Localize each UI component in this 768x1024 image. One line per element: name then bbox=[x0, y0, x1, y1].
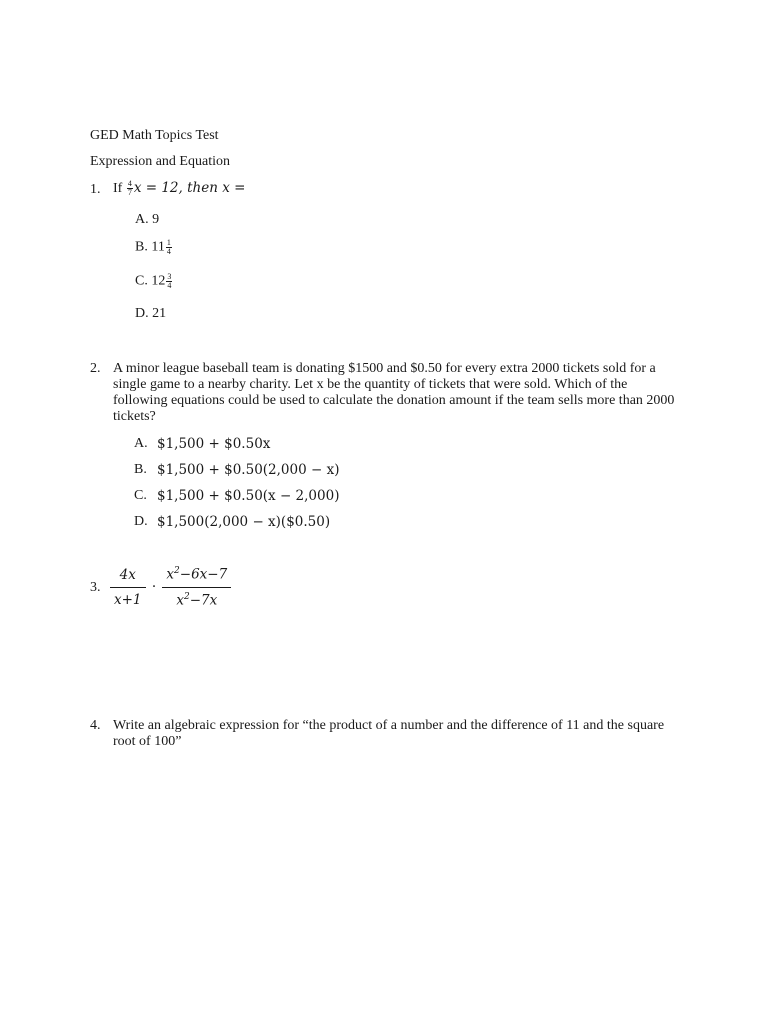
exponent: 2 bbox=[183, 591, 190, 602]
section-heading: Expression and Equation bbox=[90, 154, 230, 169]
term: x bbox=[176, 592, 184, 608]
option-2b-value: $1,500 + $0.50(2,000 − x) bbox=[157, 462, 340, 478]
option-label: A. bbox=[135, 212, 149, 227]
option-label: C. bbox=[135, 273, 148, 289]
question-1-stem bbox=[113, 180, 245, 197]
term: x bbox=[166, 566, 175, 583]
question-3-expression bbox=[110, 566, 231, 608]
option-label: B. bbox=[135, 239, 148, 255]
option-label: B. bbox=[134, 462, 147, 477]
option-label: A. bbox=[134, 436, 148, 451]
option-2d-value: $1,500(2,000 − x)($0.50) bbox=[157, 514, 331, 530]
option-label: D. bbox=[135, 306, 149, 321]
fraction-numerator: 4x bbox=[119, 566, 136, 583]
option-2a-value: $1,500 + $0.50x bbox=[157, 436, 271, 452]
option-2d bbox=[134, 514, 148, 530]
option-value-whole: 11 bbox=[151, 239, 165, 255]
question-number: 3. bbox=[90, 580, 101, 595]
option-label: C. bbox=[134, 488, 147, 503]
fraction-denominator: 4 bbox=[167, 281, 172, 290]
fraction-numerator: 4 bbox=[127, 179, 132, 189]
multiplication-dot: · bbox=[151, 578, 157, 595]
exponent: 2 bbox=[174, 566, 180, 576]
option-label: D. bbox=[134, 514, 148, 529]
fraction-denominator: x+1 bbox=[110, 587, 146, 608]
option-1a bbox=[135, 212, 159, 228]
fraction-1 bbox=[110, 567, 146, 608]
question-1-prefix: If bbox=[113, 181, 123, 196]
mixed-fraction bbox=[166, 273, 172, 290]
question-4-text: Write an algebraic expression for “the product of a number and the difference of 11 and the square root of 100” bbox=[113, 718, 665, 749]
question-2-text: A minor league baseball team is donating $1500 and $0.50 for every extra 2000 tickets sold for a single game to a nearby charity. Let x be the quantity of tickets that were sold. Which of the following equations could be used to calculate the donation amount if the team sells more than 2000 tickets? bbox=[113, 361, 675, 424]
fraction-denominator: 7 bbox=[127, 188, 132, 198]
option-2b bbox=[134, 462, 147, 478]
option-1d bbox=[135, 306, 166, 322]
fraction-four-sevenths bbox=[127, 180, 133, 197]
question-number: 2. bbox=[90, 361, 101, 376]
fraction-2 bbox=[162, 566, 231, 608]
option-2c-value: $1,500 + $0.50(x − 2,000) bbox=[157, 488, 340, 504]
fraction-denominator: 4 bbox=[166, 247, 171, 256]
option-1c bbox=[135, 273, 173, 290]
term: −6x−7 bbox=[179, 566, 228, 583]
fraction-numerator bbox=[162, 566, 231, 587]
option-value: 9 bbox=[152, 212, 160, 227]
option-1b bbox=[135, 239, 173, 256]
term: −7x bbox=[189, 592, 218, 608]
fraction-numerator: 3 bbox=[167, 272, 172, 281]
fraction-denominator bbox=[162, 587, 231, 609]
question-1-expr-a: x = 12, then bbox=[133, 180, 223, 196]
mixed-fraction bbox=[166, 239, 172, 256]
question-number: 1. bbox=[90, 182, 101, 197]
option-value-whole: 12 bbox=[151, 273, 166, 289]
option-2c bbox=[134, 488, 147, 504]
option-2a bbox=[134, 436, 148, 452]
question-1-expr-b: x = bbox=[222, 180, 246, 196]
question-number: 4. bbox=[90, 718, 101, 733]
document-title: GED Math Topics Test bbox=[90, 128, 219, 143]
option-value: 21 bbox=[152, 306, 167, 321]
fraction-numerator: 1 bbox=[166, 238, 171, 247]
